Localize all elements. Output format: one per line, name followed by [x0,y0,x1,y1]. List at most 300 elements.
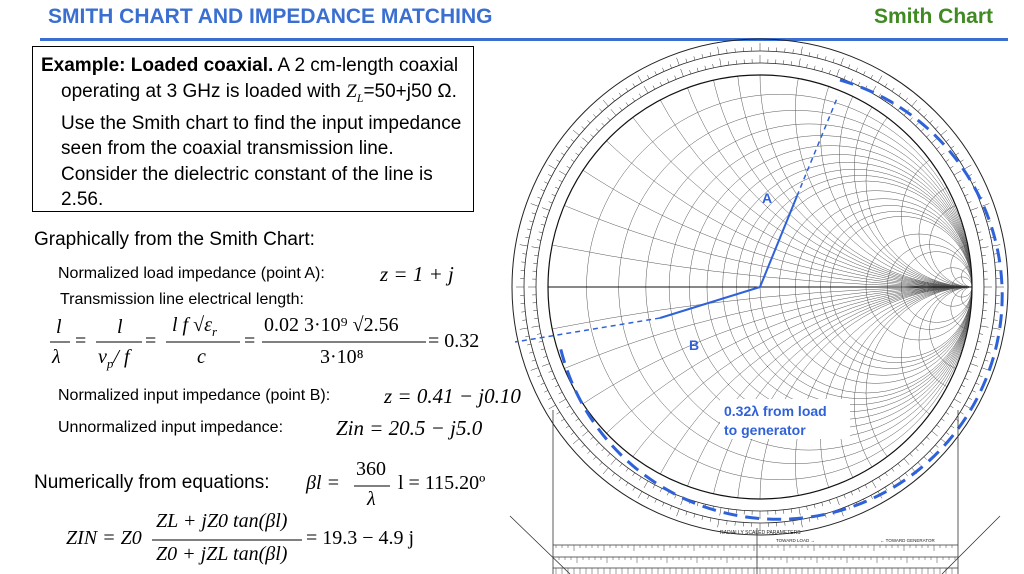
scale-tick [910,118,913,121]
beta-frac-den: λ [367,488,376,510]
scale-tick [892,468,894,471]
scale-tick [899,478,901,481]
scale-tick [633,98,635,101]
scale-tick [544,390,548,392]
scale-tick [926,437,929,440]
scale-tick [941,130,947,135]
scale-tick [837,69,840,77]
reactance-arc-lower [901,287,1024,428]
scale-tick [675,495,676,499]
length-numerator: 0.02 3·10⁹ √2.56 [264,314,399,336]
scale-tick [904,459,909,465]
scale-tick [977,341,981,342]
scale-tick [822,502,823,506]
rotation-note-2: to generator [724,422,806,438]
scale-tick [872,481,876,488]
scale-tick [728,61,729,65]
scale-tick [602,448,605,451]
scale-tick [522,254,526,255]
graphical-heading: Graphically from the Smith Chart: [34,229,315,250]
scale-tick [647,495,649,499]
scale-tick [660,488,662,492]
scale-tick [851,79,853,83]
scale-tick [710,518,711,522]
scale-tick [619,478,621,481]
beta-result: l = 115.20º [398,472,486,494]
scale-tick [899,93,901,96]
scale-tick [977,232,981,233]
scale-tick [825,56,826,60]
scale-tick [686,511,687,515]
reactance-arc-upper [669,0,1024,287]
scale-tick [582,138,588,143]
scale-tick [958,392,962,394]
scale-tick [541,189,545,191]
scale-tick [571,160,574,162]
scale-tick [653,86,655,90]
scale-tick [626,483,628,486]
zl-value: =50+j50 Ω [363,80,452,102]
scale-tick [549,202,553,203]
scale-tick [905,473,907,476]
scale-tick [644,481,648,488]
scale-tick [965,194,969,196]
scale-tick [549,371,553,372]
scale-tick [532,247,540,248]
scale-tick [537,334,541,335]
scale-tick [522,320,526,321]
scale-tick [591,134,594,137]
scale-tick [580,425,583,427]
eq-sign-2: = [145,330,157,352]
chapter-title: Smith Chart [873,5,993,28]
scale-tick [994,320,998,321]
scale-tick [532,326,540,327]
scale-tick [561,153,564,155]
scale-tick [539,232,543,233]
frac-lf-num: l f $√\varepsilon_r$ [172,314,218,339]
scale-tick [956,153,959,155]
scale-tick [837,497,840,505]
scale-tick [987,352,991,353]
load-label: Normalized load impedance (point A): [58,265,325,282]
scale-tick [956,419,959,421]
scale-tick [982,204,990,207]
reactance-arc-upper [866,75,1024,287]
scale-tick [548,174,552,176]
scale-tick [951,146,954,148]
scale-tick [543,217,547,218]
reactance-arc-upper [795,0,1024,287]
beta-l: βl = [306,472,341,494]
scale-tick [924,457,927,460]
scale-tick [941,153,944,155]
scale-tick [549,405,556,409]
rotation-note-1: 0.32λ from load [724,403,827,419]
scale-tick [992,328,1000,329]
scale-tick [975,349,979,350]
scale-tick [555,187,559,189]
scale-tick [607,118,610,121]
scale-tick [603,468,608,474]
numerical-label: Numerically from equations: [34,472,270,493]
scale-tick [863,71,865,75]
scale-tick [979,375,983,376]
scale-tick [935,126,938,129]
scale-tick [950,406,953,408]
scale-tick [571,432,574,434]
scale-tick [566,146,569,148]
scale-tick [639,94,641,97]
scale-tick [946,139,949,141]
scale-tick [653,485,655,489]
scale-tick [580,147,583,149]
scale-tick [799,508,800,516]
scale-tick [559,171,566,175]
scale-tick [961,385,965,387]
scale-tick [626,103,628,106]
scale-tick [541,383,545,385]
scale-tick [968,202,972,203]
scale-tick [655,499,657,503]
unnorm-label: Unnormalized input impedance: [58,419,284,436]
scale-tick [930,451,933,454]
scale-tick [848,64,849,68]
scale-tick [941,419,944,421]
scale-tick [541,224,545,225]
scale-tick [879,477,881,480]
scale-tick [935,445,938,448]
zl-symbol: Z [346,80,357,102]
scale-tick [644,86,648,93]
frac-l-num: l [56,316,62,338]
scale-tick [596,443,599,446]
scale-tick [791,509,792,513]
scale-tick [727,521,728,525]
reactance-arc-lower [0,287,1024,574]
scale-tick [720,508,721,516]
scale-tick [542,208,550,211]
eq-sign-1: = [75,330,87,352]
scale-tick [552,378,556,380]
zin-numerator: ZL + jZ0 tan(βl) [156,510,288,532]
scale-tick [801,47,802,55]
scale-tick [878,76,882,83]
example-text-1: A 2 cm-length coaxial operating at 3 GHz is loaded with [61,55,459,102]
scale-tick [582,431,588,436]
scale-tick [582,445,585,448]
scale-tick [694,514,695,518]
scale-tick [992,245,1000,246]
scale-tick [926,134,929,137]
toward-generator-label: ← TOWARD GENERATOR [880,538,935,543]
scale-tick [946,412,949,414]
reactance-arc-upper [821,0,1024,287]
scale-tick [814,504,815,508]
scale-tick [593,457,596,460]
scale-tick [970,364,978,367]
load-value: z = 1 + j [380,262,454,286]
scale-tick [619,93,621,96]
length-result: = 0.32 [428,330,480,352]
scale-tick [976,383,980,385]
toward-load-label: TOWARD LOAD → [776,538,816,543]
scale-tick [602,123,605,126]
scale-tick [817,54,818,58]
scale-tick [918,462,921,465]
scale-tick [593,114,596,117]
scale-tick [958,180,962,182]
eq-sign-3: = [244,330,256,352]
scale-tick [667,79,669,83]
scale-tick [548,398,552,400]
scale-tick [982,255,986,256]
scale-tick [697,68,698,72]
scale-tick [677,509,680,517]
scale-tick [587,120,590,123]
scale-tick [552,194,556,196]
scale-tick [807,64,808,68]
scale-tick [532,360,536,361]
scale-tick [973,356,977,357]
scale-tick [686,59,687,63]
scale-tick [576,153,579,155]
scale-tick [527,344,531,345]
scale-tick [559,180,563,182]
scale-tick [973,217,977,218]
slide-title: SMITH CHART AND IMPEDANCE MATCHING [48,5,493,28]
scale-tick [833,59,834,63]
scale-tick [930,120,933,123]
scale-tick [539,341,543,342]
scale-tick [531,204,539,207]
scale-tick [982,318,986,319]
scale-tick [937,147,940,149]
scale-tick [611,459,616,465]
zin-lhs: ZIN = Z0 [66,527,142,549]
scale-tick [567,166,570,168]
scale-tick [968,398,972,400]
reactance-arc-upper [901,146,1024,287]
scale-tick [921,129,924,132]
scale-tick [916,448,919,451]
line-b-extension [515,318,660,342]
input-label: Normalized input impedance (point B): [58,387,331,404]
scale-tick [525,336,529,337]
scale-tick [607,453,610,456]
scale-tick [793,521,794,525]
scale-tick [851,492,853,496]
frac-vp-den: $v_p/$ f [98,346,130,371]
scale-tick [905,98,907,101]
example-text-2: . Use the Smith chart to find the input impedance seen from the coaxial transmission line. Consider the dielectric constant of the line is 2.56. [61,80,462,211]
scale-tick [591,437,594,440]
scale-tick [951,426,954,428]
zl-sub: L [356,90,364,105]
scale-tick [705,66,706,70]
scale-tick [793,49,794,53]
scale-tick [975,224,979,225]
scale-tick [829,70,830,74]
scale-tick [718,519,719,527]
scale-tick [946,432,949,434]
scale-tick [561,419,564,421]
scale-tick [987,221,991,222]
scale-tick [525,237,529,238]
length-label: Transmission line electrical length: [60,291,304,308]
scale-tick [681,69,684,77]
scale-tick [718,47,719,55]
scale-tick [527,229,531,230]
scale-tick [599,109,602,112]
scale-tick [532,213,536,214]
scale-tick [972,390,976,392]
scale-tick [587,451,590,454]
scale-tick [799,59,800,67]
reactance-arc-lower [265,287,1024,574]
scale-tick [677,58,680,66]
scale-tick [912,100,917,106]
scale-tick [989,344,993,345]
length-denominator: 3·10⁸ [320,346,364,368]
scale-tick [662,68,664,72]
scale-tick [559,392,563,394]
scale-tick [520,245,528,246]
scale-tick [542,364,550,367]
scale-tick [968,371,972,372]
scale-tick [573,439,579,444]
scale-tick [626,468,628,471]
scale-title: RADIALLY SCALED PARAMETERS [720,530,801,536]
scale-tick [960,412,963,414]
scale-tick [979,240,983,241]
scale-tick [520,328,528,329]
strip-ticks [556,545,955,574]
scale-tick [954,399,961,403]
scale-tick [639,477,641,480]
point-b-label: B [689,337,700,353]
scale-tick [582,126,585,129]
scale-tick [576,419,579,421]
scale-tick [612,98,614,101]
scale-tick [633,473,635,476]
reactance-arc-lower [821,287,1024,574]
scale-tick [871,495,873,499]
scale-tick [964,165,971,169]
reactance-arc-lower [840,287,1024,552]
scale-tick [871,75,873,79]
scale-tick [844,76,845,80]
scale-tick [829,500,830,504]
scale-tick [801,519,802,527]
line-center-to-b [660,287,760,318]
scale-tick [856,68,858,72]
scale-tick [537,197,541,198]
scale-tick [697,502,698,506]
scale-tick [858,82,860,86]
scale-tick [633,83,635,86]
scale-tick [690,70,691,74]
scale-tick [710,52,711,56]
reactance-arc-upper [265,0,1024,287]
scale-tick [670,64,671,68]
scale-tick [892,88,894,91]
scale-tick [571,412,574,414]
beta-frac-num: 360 [356,458,386,480]
scale-tick [946,160,949,162]
scale-tick [924,114,927,117]
scale-tick [960,160,963,162]
scale-tick [559,399,566,403]
scale-tick [633,487,635,490]
scale-tick [556,160,559,162]
scale-tick [898,464,900,467]
scale-tick [972,182,976,184]
scale-tick [916,123,919,126]
reactance-arc-lower [0,287,1024,574]
scale-tick [814,66,815,70]
scale-tick [660,82,662,86]
scale-tick [720,59,721,67]
zin-result: = 19.3 − 4.9 j [306,527,415,549]
scale-tick [970,208,978,211]
scale-tick [596,129,599,132]
frac-l2-num: l [117,316,123,338]
scale-tick [603,100,608,106]
scale-tick [822,68,823,72]
scale-tick [549,165,556,169]
scale-tick [620,107,622,110]
reactance-arc-upper [760,0,1024,287]
scale-tick [937,425,940,427]
scale-tick [655,71,657,75]
scale-tick [534,255,538,256]
scale-tick [537,240,541,241]
scale-tick [910,453,913,456]
scale-tick [662,503,664,507]
scale-tick [702,516,703,520]
scale-tick [825,514,826,518]
scale-tick [544,182,548,184]
reactance-arc-upper [840,22,1024,287]
point-a-label: A [762,190,773,206]
scale-tick [638,491,642,498]
scale-tick [791,61,792,65]
scale-tick [556,412,559,414]
scale-tick [858,488,860,492]
reactance-arc-upper [442,0,1024,287]
example-lead: Example: Loaded coaxial. [41,55,274,76]
scale-tick [961,187,965,189]
reactance-arc-upper [707,0,1024,287]
scale-tick [979,334,983,335]
scale-tick [921,443,924,446]
scale-tick [844,495,845,499]
scale-tick [638,76,642,83]
unnorm-value: Zin = 20.5 − j5.0 [336,416,483,440]
scale-tick [991,336,995,337]
scale-tick [620,464,622,467]
scale-tick [611,109,616,115]
scale-tick [727,49,728,53]
scale-tick [984,360,988,361]
scale-tick [950,166,953,168]
scale-tick [534,318,538,319]
input-value: z = 0.41 − j0.10 [384,384,521,408]
scale-tick [612,473,614,476]
scale-tick [807,506,808,510]
scale-tick [879,94,881,97]
